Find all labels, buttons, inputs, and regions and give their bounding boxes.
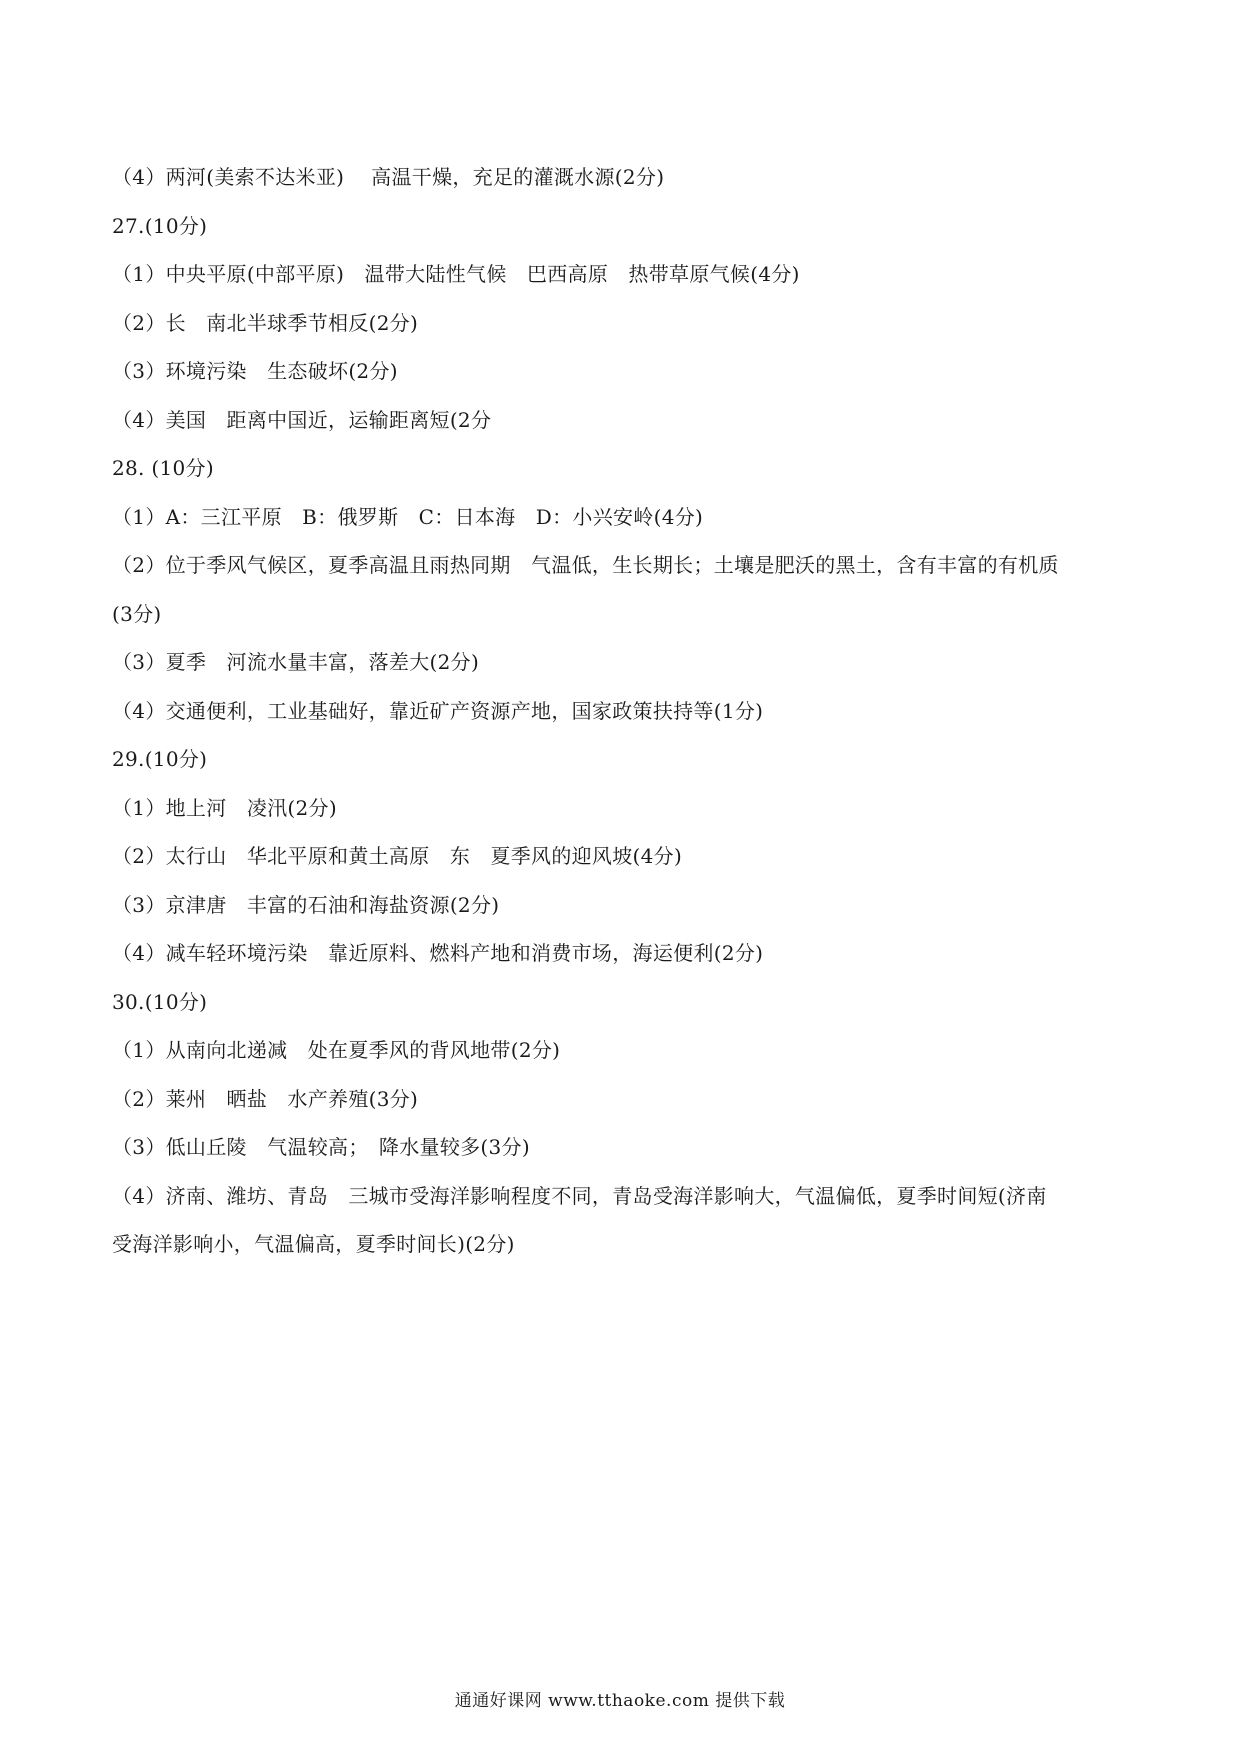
question-30-heading: 30.(10分) <box>112 989 208 1014</box>
answer-27-4: （4）美国 距离中国近，运输距离短(2分 <box>112 407 492 432</box>
question-27-heading: 27.(10分) <box>112 213 208 238</box>
answer-28-1: （1）A：三江平原 B：俄罗斯 C：日本海 D：小兴安岭(4分) <box>112 504 704 529</box>
answer-29-1: （1）地上河 凌汛(2分) <box>112 795 337 820</box>
answer-29-3: （3）京津唐 丰富的石油和海盐资源(2分) <box>112 892 500 917</box>
answer-29-4: （4）减车轻环境污染 靠近原料、燃料产地和消费市场，海运便利(2分) <box>112 941 764 965</box>
page-footer: 通通好课网 www.tthaoke.com 提供下载 <box>454 1691 786 1711</box>
answer-26-4: （4）两河(美索不达米亚) 高温干燥，充足的灌溉水源(2分) <box>112 165 665 189</box>
answer-28-2: （2）位于季风气候区，夏季高温且雨热同期 气温低，生长期长；土壤是肥沃的黑土，含有丰富的有机质 <box>112 553 1059 577</box>
answer-30-2: （2）莱州 晒盐 水产养殖(3分) <box>112 1086 419 1111</box>
answer-30-4-continued: 受海洋影响小，气温偏高，夏季时间长)(2分) <box>112 1232 515 1256</box>
answer-28-2-continued: (3分) <box>112 601 162 626</box>
answer-27-1: （1）中央平原(中部平原) 温带大陆性气候 巴西高原 热带草原气候(4分) <box>112 262 800 286</box>
answer-27-3: （3）环境污染 生态破坏(2分) <box>112 359 398 383</box>
answer-30-3: （3）低山丘陵 气温较高； 降水量较多(3分) <box>112 1135 530 1159</box>
question-29-heading: 29.(10分) <box>112 747 208 771</box>
question-28-heading: 28. (10分) <box>112 456 214 480</box>
answer-content <box>112 153 1132 1269</box>
answer-30-4: （4）济南、潍坊、青岛 三城市受海洋影响程度不同，青岛受海洋影响大，气温偏低，夏季时间短(济南 <box>112 1183 1047 1208</box>
answer-28-3: （3）夏季 河流水量丰富，落差大(2分) <box>112 650 480 674</box>
answer-28-4: （4）交通便利，工业基础好，靠近矿产资源产地，国家政策扶持等(1分) <box>112 698 764 723</box>
answer-30-1: （1）从南向北递减 处在夏季风的背风地带(2分) <box>112 1038 561 1062</box>
answer-29-2: （2）太行山 华北平原和黄土高原 东 夏季风的迎风坡(4分) <box>112 844 683 868</box>
answer-27-2: （2）长 南北半球季节相反(2分) <box>112 310 419 335</box>
